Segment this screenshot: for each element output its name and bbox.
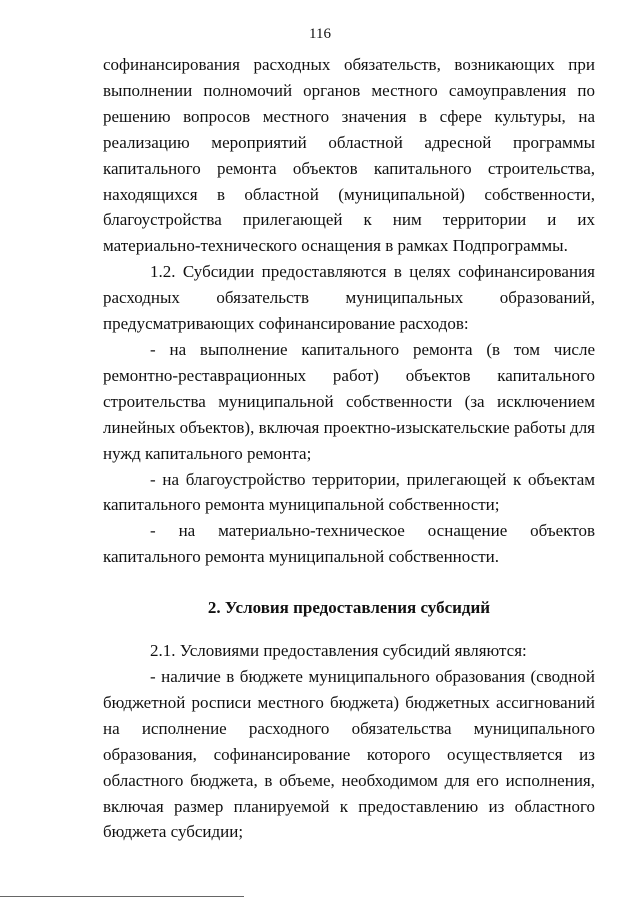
- paragraph-continuation: софинансирования расходных обязательств, возникающих при выполнении полномочий органов местного самоуправления по решению вопросов местного значения в сфере культуры, на реализацию мероприятий областной адресной программы капитального ремонта объектов капитального строительства, находящихся в областной (муниципальной) собственности, благоустройства прилегающей к ним территории и их материально-технического оснащения в рамках Подпрограммы.: [103, 55, 595, 256]
- list-item-landscaping: - на благоустройство территории, прилегающей к объектам капитального ремонта муниципальной собственности;: [103, 469, 595, 515]
- list-item-budget-allocation: - наличие в бюджете муниципального образования (сводной бюджетной росписи местного бюджета) бюджетных ассигнований на исполнение расходного обязательства муниципального образования, софинансирование которого осуществляется из областного бюджета, в объеме, необходимом для его исполнения, включая размер планируемой к предоставлению из областного бюджета субсидии;: [103, 667, 595, 842]
- section-heading: 2. Условия предоставления субсидий: [207, 598, 491, 618]
- paragraph-1-2: 1.2. Субсидии предоставляются в целях софинансирования расходных обязательств муниципальных образований, предусматривающих софинансирование расходов:: [103, 262, 595, 334]
- document-body: [103, 52, 595, 845]
- list-item-equipment: - на материально-техническое оснащение объектов капитального ремонта муниципальной собственности.: [103, 521, 595, 567]
- page-number: 116: [309, 26, 331, 42]
- list-item-capital-repair: - на выполнение капитального ремонта (в том числе ремонтно-реставрационных работ) объектов капитального строительства муниципальной собственности (за исключением линейных объектов), включая проектно-изыскательские работы для нужд капитального ремонта;: [103, 339, 595, 463]
- paragraph-2-1: 2.1. Условиями предоставления субсидий являются:: [150, 641, 527, 661]
- footer-divider: [0, 896, 244, 897]
